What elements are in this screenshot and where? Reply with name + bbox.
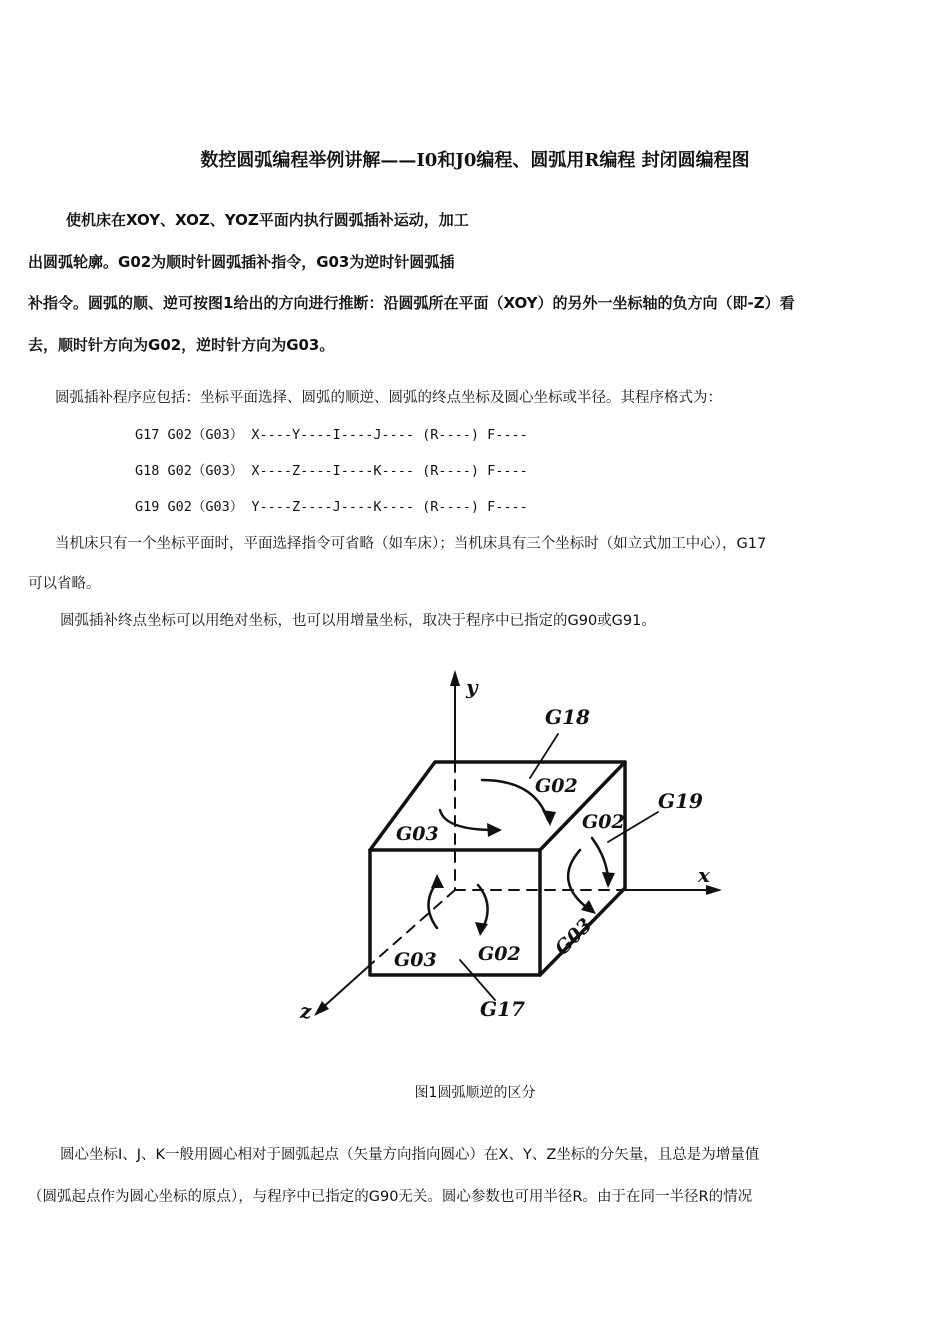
outro-line-2: （圆弧起点作为圆心坐标的原点），与程序中已指定的G90无关。圆心参数也可用半径R。由于在同一半径R的情况 xyxy=(28,1189,753,1205)
top-g03-label: G03 xyxy=(396,823,439,845)
right-g03-arrowhead xyxy=(581,900,596,914)
top-g02-arrowhead xyxy=(542,810,556,826)
front-g02-label: G02 xyxy=(478,943,521,965)
program-intro: 圆弧插补程序应包括：坐标平面选择、圆弧的顺逆、圆弧的终点坐标及圆心坐标或半径。其程序格式为： xyxy=(55,390,722,406)
right-g02-label: G02 xyxy=(582,811,625,833)
page-title: 数控圆弧编程举例讲解——I0和J0编程、圆弧用R编程 封闭圆编程图 xyxy=(200,150,750,171)
note-line-1: 当机床只有一个坐标平面时，平面选择指令可省略（如车床）；当机床具有三个坐标时（如立式加工中心），G17 xyxy=(55,536,767,552)
right-g03-label: G03 xyxy=(550,914,597,960)
z-axis xyxy=(320,965,370,1010)
front-arc-g03 xyxy=(429,882,438,928)
intro-line-3: 补指令。圆弧的顺、逆可按图1给出的方向进行推断：沿圆弧所在平面（XOY）的另外一坐标轴的负方向（即-Z）看 xyxy=(28,294,795,312)
g17-leader xyxy=(460,960,495,1000)
front-g03-label: G03 xyxy=(394,949,437,971)
top-g03-arrowhead xyxy=(487,823,502,837)
note-line-2: 可以省略。 xyxy=(28,576,101,592)
arc-direction-figure xyxy=(290,660,730,1030)
g19-label: G19 xyxy=(658,789,703,813)
front-g03-arrowhead xyxy=(431,874,444,888)
y-axis-label: y xyxy=(466,675,478,699)
figure-caption: 图1圆弧顺逆的区分 xyxy=(414,1085,536,1101)
intro-line-4: 去，顺时针方向为G02，逆时针方向为G03。 xyxy=(28,336,335,354)
right-arc-g03 xyxy=(568,850,590,910)
outro-line-1: 圆心坐标I、J、K一般用圆心相对于圆弧起点（矢量方向指向圆心）在X、Y、Z坐标的分矢量，且总是为增量值 xyxy=(60,1147,760,1163)
intro-line-1: 使机床在XOY、XOZ、YOZ平面内执行圆弧插补运动，加工 xyxy=(66,211,469,229)
right-g02-arrowhead xyxy=(602,872,615,888)
g18-label: G18 xyxy=(545,705,590,729)
note-line-3: 圆弧插补终点坐标可以用绝对坐标，也可以用增量坐标，取决于程序中已指定的G90或G91。 xyxy=(60,613,656,629)
g18-leader xyxy=(530,734,558,778)
format-g18: G18 G02（G03） X----Z----I----K---- (R----) F---- xyxy=(135,463,528,479)
y-arrowhead xyxy=(450,670,460,686)
top-g02-label: G02 xyxy=(535,775,578,797)
g17-label: G17 xyxy=(480,997,525,1021)
front-g02-arrowhead xyxy=(475,922,488,936)
format-g19: G19 G02（G03） Y----Z----J----K---- (R----) F---- xyxy=(135,499,528,515)
intro-line-2: 出圆弧轮廓。G02为顺时针圆弧插补指令，G03为逆时针圆弧插 xyxy=(28,253,455,271)
x-axis-label: x xyxy=(698,863,710,887)
format-g17: G17 G02（G03） X----Y----I----J---- (R----) F---- xyxy=(135,427,528,443)
z-axis-label: z xyxy=(300,999,312,1023)
top-arc-g03 xyxy=(440,810,495,830)
